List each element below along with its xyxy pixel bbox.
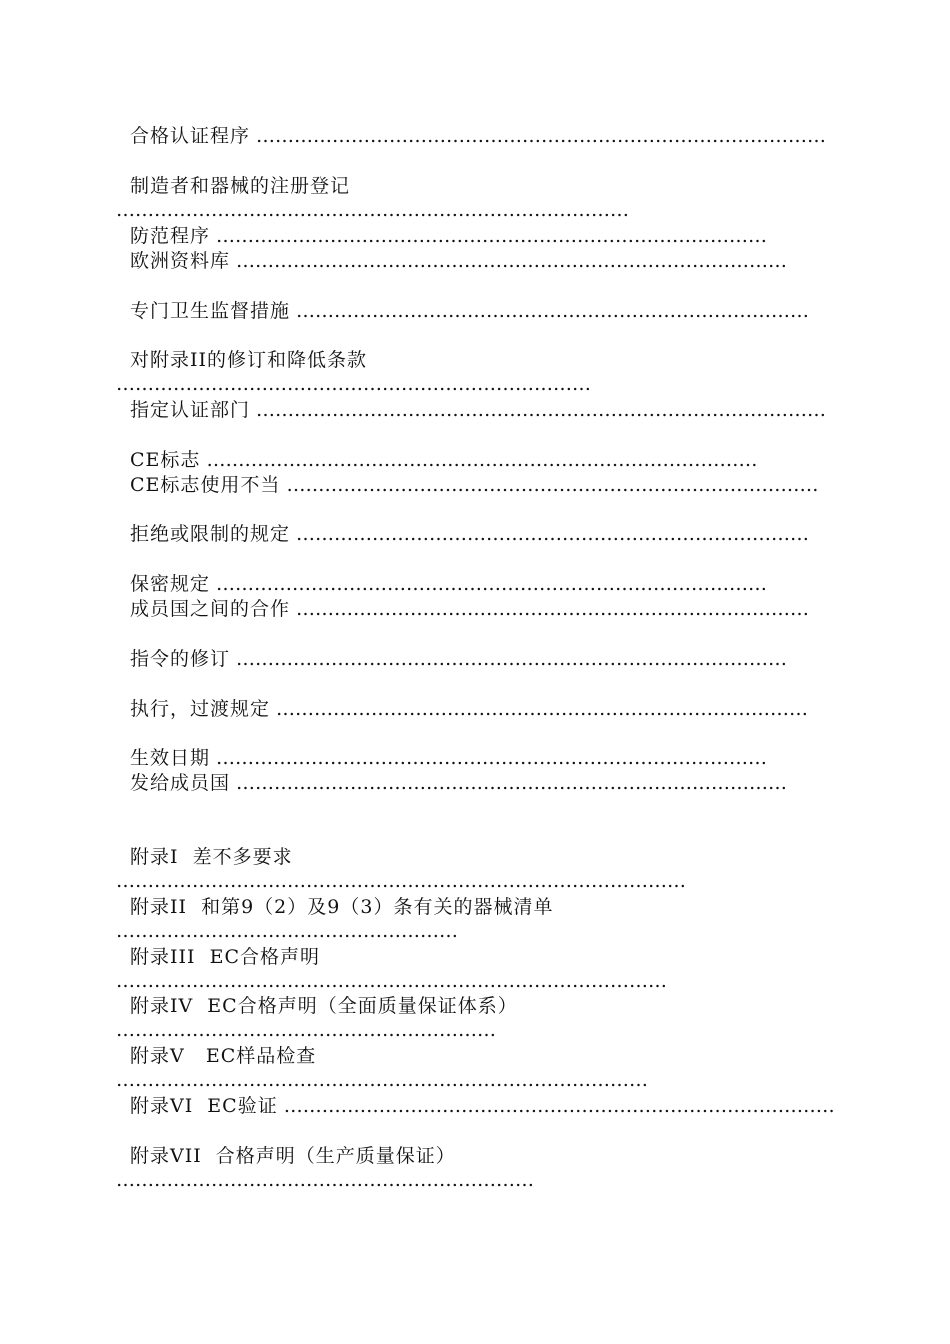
- toc-entry-title: 指令的修订: [130, 648, 231, 670]
- toc-entry-leader: ………………………………………………………………………: [290, 300, 810, 322]
- toc-entry-leader: ………………………………………………………………………: [290, 598, 810, 620]
- toc-entry-leader: ……………………………………………………………………………: [230, 250, 788, 272]
- toc-entry: [116, 746, 836, 770]
- toc-entry: [116, 1144, 836, 1192]
- toc-entry-leader: ……………………………………………………………………………: [210, 573, 768, 595]
- toc-entry-title: 执行，过渡规定: [130, 698, 271, 720]
- toc-entry-title: 制造者和器械的注册登记: [130, 175, 351, 197]
- toc-entry-leader: ……………………………………………………………………………: [200, 449, 758, 471]
- toc-entry-leader: ………………………………………………………………………: [290, 523, 810, 545]
- toc-entry: [116, 771, 836, 795]
- toc-entry-title: 合格认证程序: [130, 125, 251, 147]
- toc-entry: [116, 348, 836, 396]
- toc-entry-title: 欧洲资料库: [130, 250, 231, 272]
- toc-entry: [116, 299, 836, 323]
- toc-entry-leader: ……………………………………………………………………………: [230, 772, 788, 794]
- toc-entry-leader: …………………………………………………………………………: [280, 474, 819, 496]
- toc-entry-title: 防范程序: [130, 225, 211, 247]
- toc-entry-title: 保密规定: [130, 573, 211, 595]
- toc-entry: [116, 597, 836, 621]
- toc-entry-title: CE标志: [130, 449, 201, 471]
- toc-entry: [116, 249, 836, 273]
- toc-entry-leader: …………………………………………………………………………: [116, 1045, 648, 1091]
- toc-entry-title: 专门卫生监督措施: [130, 300, 291, 322]
- toc-entry-leader: ………………………………………………………………………………: [250, 125, 827, 147]
- toc-entry-leader: ………………………………………………………………………………: [250, 399, 827, 421]
- toc-entry-title: 生效日期: [130, 747, 211, 769]
- toc-entry: [116, 448, 836, 472]
- toc-entry-title: 附录II 和第9（2）及9（3）条有关的器械清单: [130, 896, 554, 918]
- toc-entry: [116, 174, 836, 222]
- toc-entry-leader: ……………………………………………………………………………: [230, 648, 788, 670]
- toc-entry: [116, 124, 836, 148]
- toc-entry-title: 发给成员国: [130, 772, 231, 794]
- toc-entry-title: 成员国之间的合作: [130, 598, 291, 620]
- toc-entry: [116, 572, 836, 596]
- toc-entry-leader: …………………………………………………………: [116, 1145, 534, 1191]
- toc-entry-leader: ……………………………………………………………………………: [210, 225, 768, 247]
- toc-entry-leader: ………………………………………………………………………: [116, 175, 629, 221]
- toc-entry: [116, 1094, 836, 1118]
- toc-entry: [116, 398, 836, 422]
- toc-entry-leader: ……………………………………………………: [116, 995, 524, 1041]
- toc-entry-title: 附录IV EC合格声明（全面质量保证体系）: [130, 995, 518, 1017]
- toc-entry: [116, 895, 836, 943]
- toc-entry: [116, 945, 836, 993]
- toc-entry-leader: ……………………………………………………………………………: [277, 1095, 835, 1117]
- toc-entry: [116, 697, 836, 721]
- toc-entry-title: 指定认证部门: [130, 399, 251, 421]
- toc-entry-leader: …………………………………………………………………: [116, 349, 591, 395]
- toc-entry: [116, 845, 836, 893]
- toc-entry-title: 附录I 差不多要求: [130, 846, 293, 868]
- toc-entry-title: 拒绝或限制的规定: [130, 523, 291, 545]
- toc-entry-leader: ……………………………………………………………………………: [116, 946, 667, 992]
- toc-entry-leader: …………………………………………………………………………: [270, 698, 809, 720]
- toc-entry-title: 附录V EC样品检查: [130, 1045, 317, 1067]
- toc-entry-title: 附录VI EC验证: [130, 1095, 278, 1117]
- toc-entry: [116, 224, 836, 248]
- toc-entry: [116, 994, 836, 1042]
- toc-entry: [116, 522, 836, 546]
- toc-entry-title: 对附录II的修订和降低条款: [130, 349, 368, 371]
- toc-entry: [116, 647, 836, 671]
- toc-entry: [116, 473, 836, 497]
- toc-entry-leader: ………………………………………………: [116, 896, 560, 942]
- toc-entry-title: 附录III EC合格声明: [130, 946, 321, 968]
- toc-entry-leader: ………………………………………………………………………………: [116, 846, 686, 892]
- toc-entry-leader: ……………………………………………………………………………: [210, 747, 768, 769]
- toc-entry-title: CE标志使用不当: [130, 474, 281, 496]
- toc-entry: [116, 1044, 836, 1092]
- toc-entry-title: 附录VII 合格声明（生产质量保证）: [130, 1145, 456, 1167]
